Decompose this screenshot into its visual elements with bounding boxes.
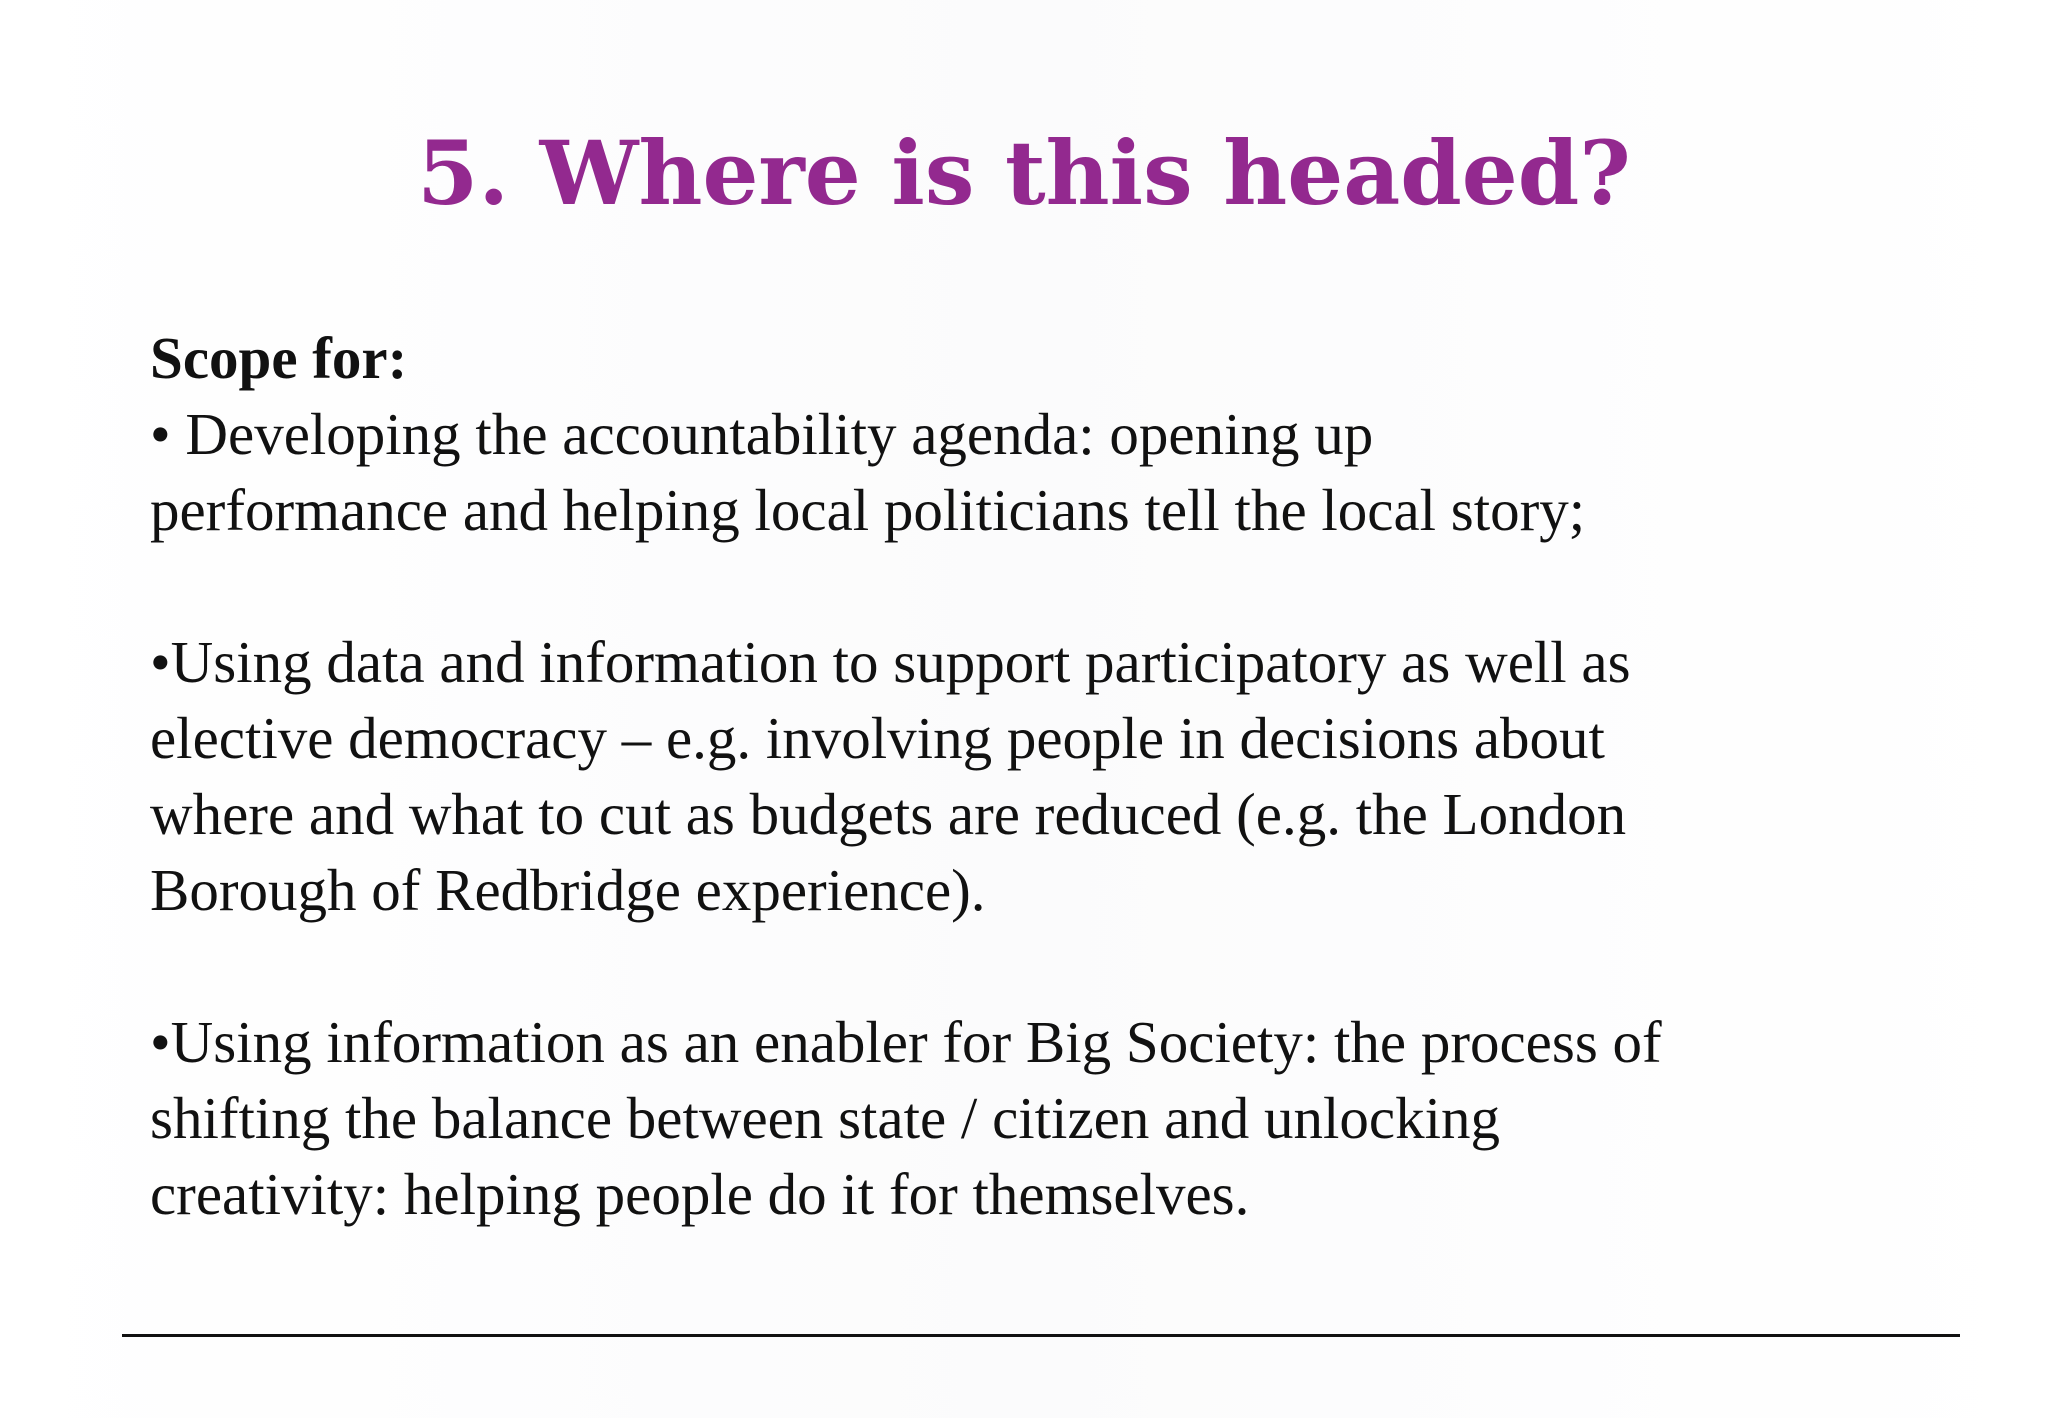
- bullet-line: creativity: helping people do it for themselves.: [150, 1161, 1250, 1227]
- scope-heading: Scope for:: [150, 325, 408, 391]
- slide-title: 5. Where is this headed?: [417, 121, 1631, 225]
- slide-content: [150, 320, 1980, 1232]
- bullet-line: Borough of Redbridge experience).: [150, 857, 986, 923]
- spacer: [150, 548, 1980, 624]
- bullet-line: performance and helping local politicians tell the local story;: [150, 477, 1586, 543]
- spacer: [150, 928, 1980, 1004]
- bullet-big-society: [150, 1004, 1980, 1232]
- bullet-line: •Using information as an enabler for Big Society: the process of: [150, 1009, 1662, 1075]
- bullet-participatory-democracy: [150, 624, 1980, 928]
- bullet-accountability: [150, 396, 1980, 548]
- bullet-line: elective democracy – e.g. involving people in decisions about: [150, 705, 1605, 771]
- footer-divider: [122, 1334, 1960, 1337]
- bullet-line: shifting the balance between state / citizen and unlocking: [150, 1085, 1500, 1151]
- bullet-line: • Developing the accountability agenda: opening up: [150, 401, 1374, 467]
- bullet-line: where and what to cut as budgets are reduced (e.g. the London: [150, 781, 1627, 847]
- bullet-line: •Using data and information to support participatory as well as: [150, 629, 1631, 695]
